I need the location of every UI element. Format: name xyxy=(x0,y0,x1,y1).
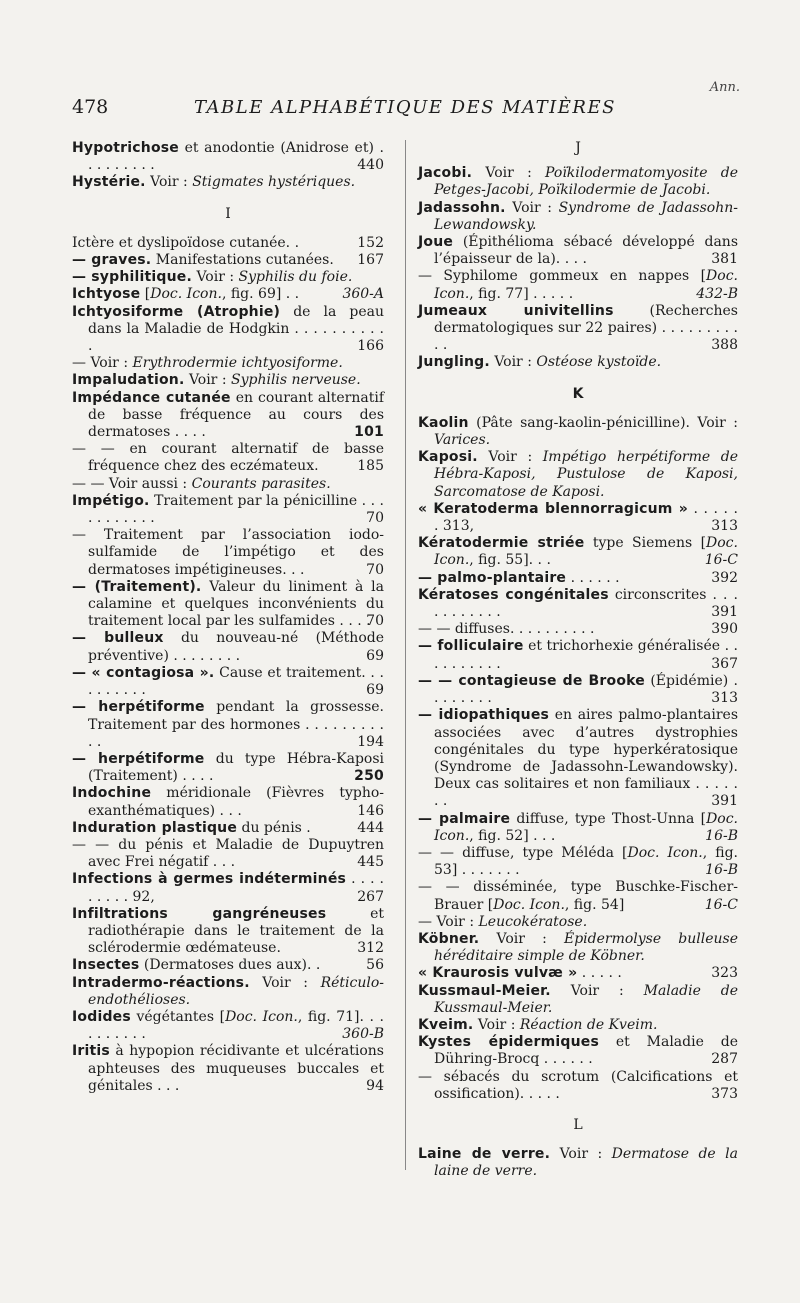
index-entry: Impaludation. Voir : Syphilis nerveuse. xyxy=(72,372,361,389)
page-ref: 69 xyxy=(366,647,384,664)
index-entry: — Voir : Erythrodermie ichtyosiforme. xyxy=(72,355,343,372)
index-entry: — graves. Manifestations cutanées. 167 xyxy=(72,252,384,269)
index-entry: — sébacés du scrotum (Calcifications et ossification). . . . . 373 xyxy=(418,1068,738,1102)
page-number: 478 xyxy=(72,96,109,118)
index-entry: — Traitement par l’association iodo-sulfamide de l’impétigo et des dermatoses impétigineuses. . . 70 xyxy=(72,527,384,578)
index-entry: Kaolin (Pâte sang-kaolin-pénicilline). Voir : Varices. xyxy=(418,414,738,449)
index-entry: Kératodermie striée type Siemens [Doc. Icon., fig. 55]. . . 16-C xyxy=(418,535,738,569)
index-entry: — palmaire diffuse, type Thost-Unna [Doc. Icon., fig. 52] . . . 16-B xyxy=(418,810,739,844)
index-entry: — (Traitement). Valeur du liniment à la calamine et quelques inconvénients du traitement local par les sulfamides . . . . 70 xyxy=(72,578,384,630)
page-ref: 313 xyxy=(711,518,738,535)
index-entry: — — contagieuse de Brooke (Épidémie) . . . . . . . . 313 xyxy=(418,672,738,707)
index-entry: Jungling. Voir : Ostéose kystoïde. xyxy=(418,354,662,371)
page-ref: 16-C xyxy=(704,896,738,913)
page-ref: 152 xyxy=(357,234,384,251)
index-entry: — — diffuse, type Méléda [Doc. Icon., fig. 53] . . . . . . . 16-B xyxy=(418,844,738,879)
index-entry: Induration plastique du pénis . 444 xyxy=(72,819,384,836)
index-entry: Indochine méridionale (Fièvres typho-exanthématiques) . . . 146 xyxy=(72,785,384,819)
index-entry: — — du pénis et Maladie de Dupuytren avec Frei négatif . . . 445 xyxy=(72,836,384,871)
index-entry: — — disséminée, type Buschke-Fischer-Brauer [Doc. Icon., fig. 54] 16-C xyxy=(418,879,738,913)
index-entry: Kveim. Voir : Réaction de Kveim. xyxy=(418,1016,658,1033)
page-title: TABLE ALPHABÉTIQUE DES MATIÈRES xyxy=(194,97,616,118)
page-ref: 391 xyxy=(711,793,738,810)
index-entry: Kaposi. Voir : Impétigo herpétiforme de Hébra-Kaposi, Pustulose de Kaposi, Sarcomatose de Kaposi. xyxy=(418,449,739,500)
section-letter-i: I xyxy=(225,205,231,222)
page-ref: 166 xyxy=(357,338,384,355)
page-ref: 392 xyxy=(711,569,738,586)
page-ref: 194 xyxy=(357,733,384,750)
page-header xyxy=(72,96,738,120)
index-entry: Iritis à hypopion récidivante et ulcérations aphteuses des muqueuses buccales et génitales . . . 94 xyxy=(72,1043,384,1094)
page-ref: 287 xyxy=(711,1051,738,1068)
index-entry: — bulleux du nouveau-né (Méthode préventive) . . . . . . . . 69 xyxy=(72,630,384,664)
index-entry: Impédance cutanée en courant alternatif de basse fréquence au cours des dermatoses . . . . 101 xyxy=(72,389,384,441)
page-ref: 360-B xyxy=(342,1026,384,1043)
index-entry: Kystes épidermiques et Maladie de Dühring-Brocq . . . . . . 287 xyxy=(418,1034,739,1068)
page-ref: 185 xyxy=(357,458,384,475)
section-letter-l: L xyxy=(573,1116,583,1133)
page-ref: 360-A xyxy=(342,286,384,303)
page-ref: 94 xyxy=(366,1077,384,1094)
page-ref: 70 xyxy=(366,561,384,578)
page-ref: 70 xyxy=(366,613,384,630)
index-entry: Ictère et dyslipoïdose cutanée. . 152 xyxy=(72,234,384,251)
index-entry: Infiltrations gangréneuses et radiothérapie dans le traitement de la sclérodermie œdémateuse. 312 xyxy=(72,905,384,957)
column-divider xyxy=(405,140,406,1170)
page-ref: 323 xyxy=(711,965,738,982)
index-entry: — herpétiforme du type Hébra-Kaposi (Traitement) . . . . 250 xyxy=(72,750,384,785)
index-entry: Jadassohn. Voir : Syndrome de Jadassohn-Lewandowsky. xyxy=(418,199,738,233)
page-ref: 56 xyxy=(366,957,384,974)
page-ref: 16-B xyxy=(705,827,738,844)
page-ref: 69 xyxy=(366,682,384,699)
page-ref: 167 xyxy=(357,252,384,269)
index-entry: — Syphilome gommeux en nappes [Doc. Icon., fig. 77] . . . . . 432-B xyxy=(418,268,738,302)
index-entry: Intradermo-réactions. Voir : Réticulo-endothélioses. xyxy=(72,974,384,1008)
index-entry: — idiopathiques en aires palmo-plantaires associées avec d’autres dystrophies congénitales du type hyperkératosique (Syndrome de Jadassohn-Lewandowsky). Deux cas solitaires et non familiaux . . . . . . . 391 xyxy=(418,707,738,810)
index-entry: « Kraurosis vulvæ » . . . . . 323 xyxy=(418,965,738,982)
index-entry: Insectes (Dermatoses dues aux). . 56 xyxy=(72,957,384,974)
index-column-left xyxy=(72,140,384,1095)
section-letter-j: J xyxy=(575,140,581,156)
page-ref: 440 xyxy=(357,157,384,174)
section-letter-k: K xyxy=(572,385,584,402)
page-ref: 146 xyxy=(357,802,384,819)
index-entry: Jacobi. Voir : Poïkilodermatomyosite de Petges-Jacobi, Poïkilodermie de Jacobi. xyxy=(418,165,738,199)
index-entry: Impétigo. Traitement par la pénicilline . . . . . . . . . . . 70 xyxy=(72,492,384,527)
index-entry: Köbner. Voir : Épidermolyse bulleuse héréditaire simple de Köbner. xyxy=(418,930,738,965)
index-entry: — « contagiosa ». Cause et traitement. . . . . . . . . . 69 xyxy=(72,664,384,699)
index-entry: Hystérie. Voir : Stigmates hystériques. xyxy=(72,174,356,191)
page-ref: 444 xyxy=(357,819,384,836)
page-ref: 381 xyxy=(711,251,738,268)
page-ref: 445 xyxy=(357,854,384,871)
page-ref: 70 xyxy=(366,510,384,527)
page-ref: 373 xyxy=(711,1085,738,1102)
index-column-right xyxy=(418,140,738,1181)
index-entry: Ichtyose [Doc. Icon., fig. 69] . . 360-A xyxy=(72,286,384,303)
page-ref: 16-B xyxy=(705,862,738,879)
index-entry: Laine de verre. Voir : Dermatose de la laine de verre. xyxy=(418,1146,739,1180)
page-ref: 391 xyxy=(711,604,738,621)
index-entry: — herpétiforme pendant la grossesse. Traitement par des hormones . . . . . . . . . . . 194 xyxy=(72,699,384,750)
index-entry: — — diffuses. . . . . . . . . . 390 xyxy=(418,621,738,638)
index-entry: Iodides végétantes [Doc. Icon., fig. 71]. . . . . . . . . . 360-B xyxy=(72,1008,384,1043)
index-entry: — Voir : Leucokératose. xyxy=(418,913,588,930)
index-entry: — folliculaire et trichorhexie généralisée . . . . . . . . . . 367 xyxy=(418,638,738,672)
page-ref: 390 xyxy=(711,621,738,638)
page-ref: 388 xyxy=(711,337,738,354)
page-ref: 250 xyxy=(354,768,384,785)
index-entry: — syphilitique. Voir : Syphilis du foie. xyxy=(72,269,353,286)
index-entry: Kussmaul-Meier. Voir : Maladie de Kussmaul-Meier. xyxy=(418,982,738,1016)
index-entry: Infections à germes indéterminés . . . . . . . . . 92, 267 xyxy=(72,871,384,905)
index-entry: Jumeaux univitellins (Recherches dermatologiques sur 22 paires) . . . . . . . . . . . 388 xyxy=(418,302,738,354)
index-entry: Hypotrichose et anodontie (Anidrose et) . . . . . . . . . 440 xyxy=(72,140,384,174)
page-ref: 16-C xyxy=(704,552,738,569)
index-entry: — — en courant alternatif de basse fréquence chez des eczémateux. 185 xyxy=(72,441,384,475)
page-ref: 267 xyxy=(357,888,384,905)
page-ref: 101 xyxy=(354,424,384,441)
index-entry: — palmo-plantaire . . . . . . 392 xyxy=(418,569,738,586)
page-ref: 432-B xyxy=(696,285,738,302)
index-entry: « Keratoderma blennorragicum » . . . . . . 313, 313 xyxy=(418,500,738,535)
index-entry: — — Voir aussi : Courants parasites. xyxy=(72,475,331,492)
index-entry: Ichtyosiforme (Atrophie) de la peau dans la Maladie de Hodgkin . . . . . . . . . . . 166 xyxy=(72,303,384,355)
corner-label: Ann. xyxy=(709,80,740,95)
page-ref: 313 xyxy=(711,690,738,707)
page-ref: 367 xyxy=(711,655,738,672)
page-ref: 312 xyxy=(357,940,384,957)
index-entry: Kératoses congénitales circonscrites . . . . . . . . . . . 391 xyxy=(418,586,738,621)
index-entry: Joue (Épithélioma sébacé développé dans l’épaisseur de la). . . . 381 xyxy=(418,234,738,268)
